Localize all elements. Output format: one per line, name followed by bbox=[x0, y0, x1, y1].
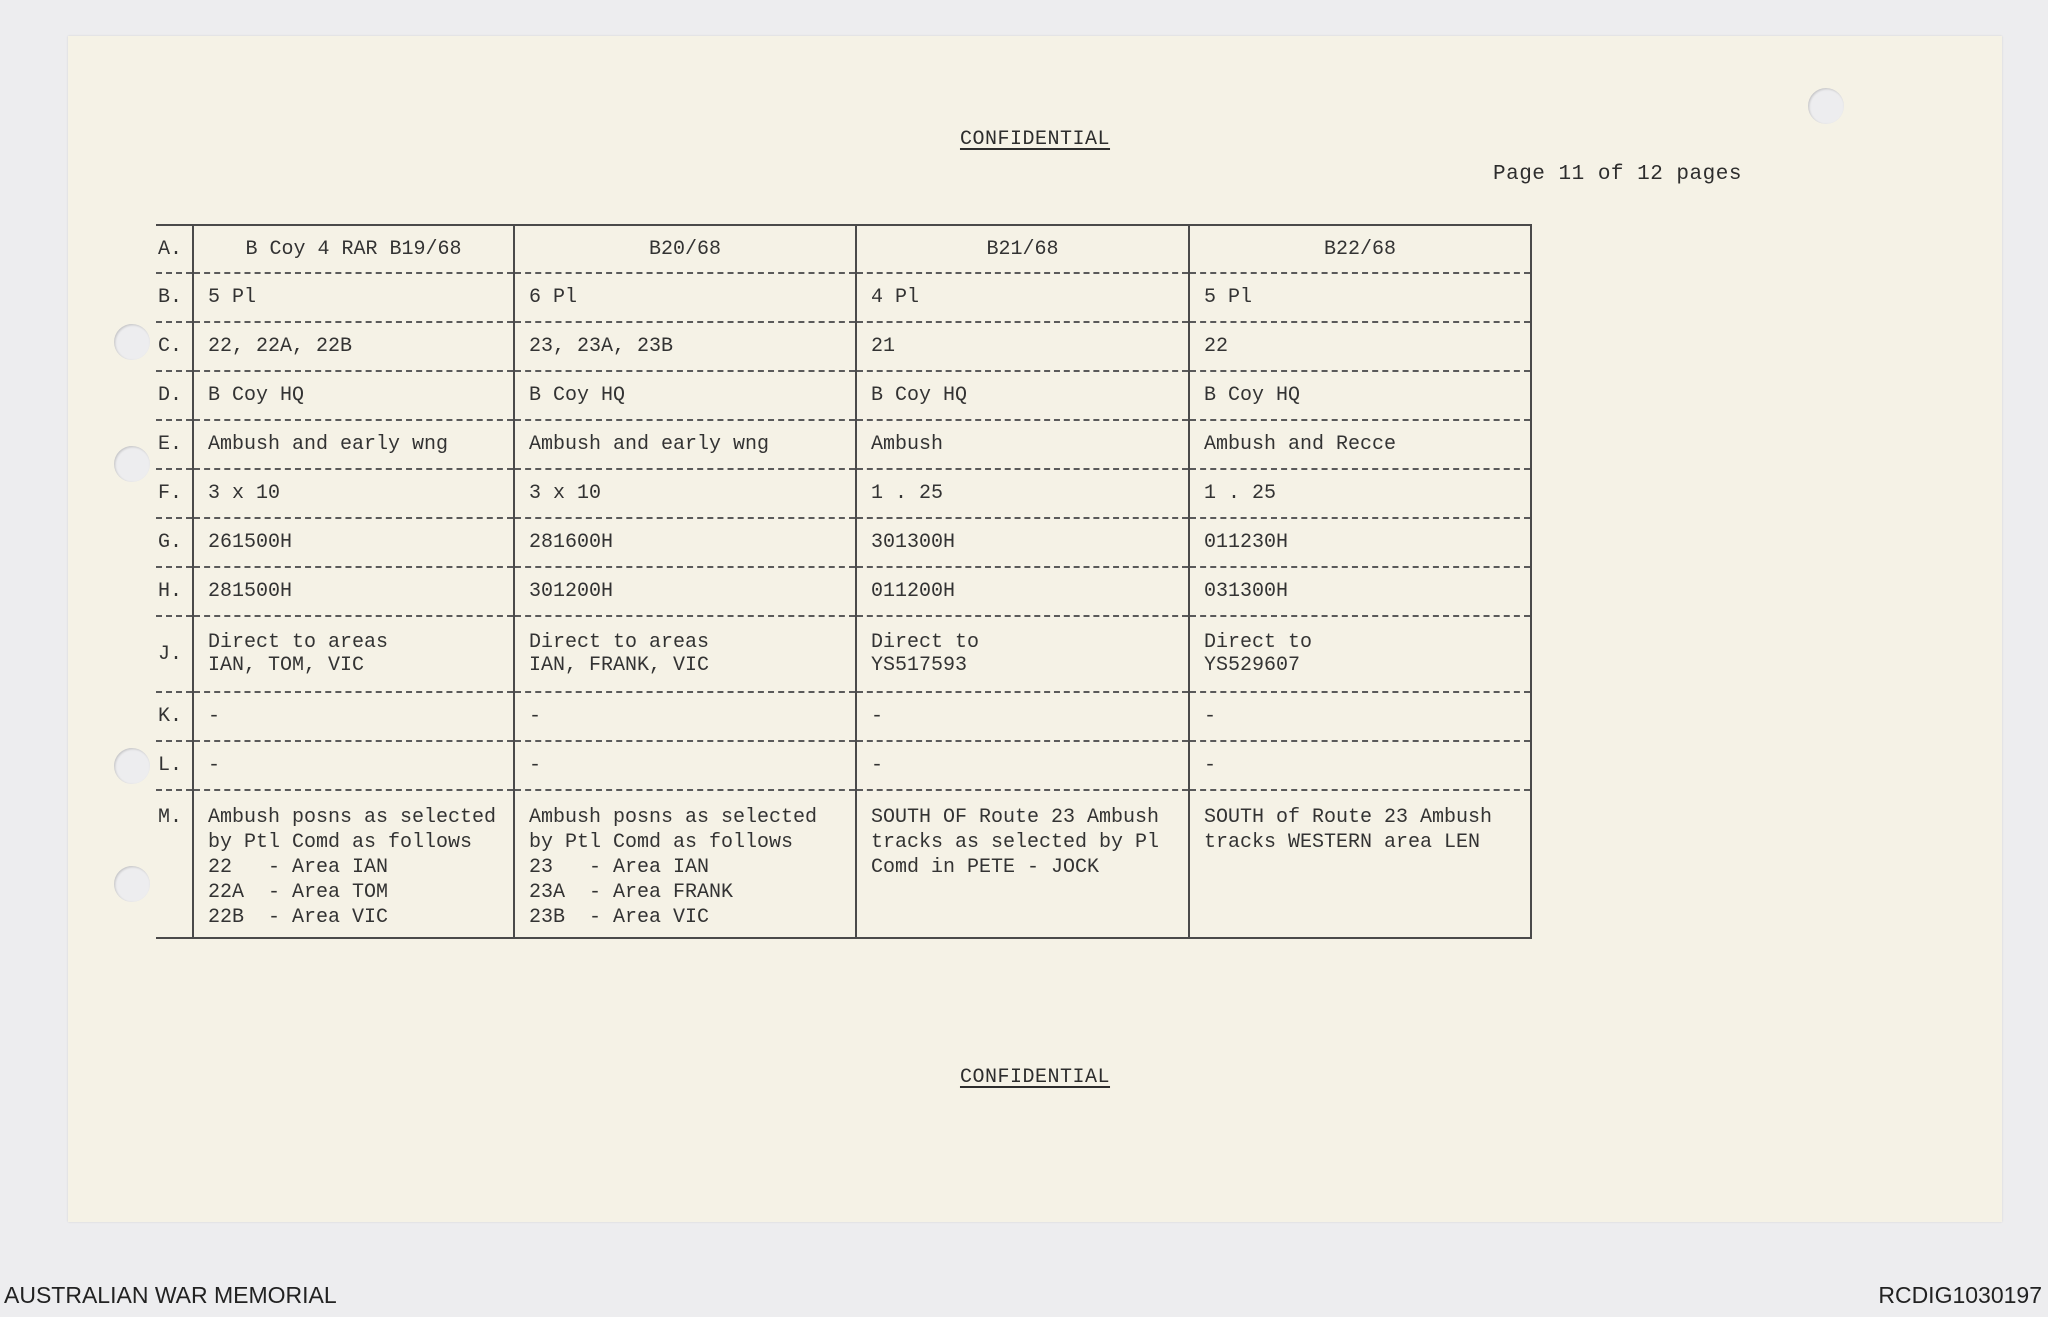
cell-line: Ambush posns as selected bbox=[208, 806, 497, 829]
cell-line: YS517593 bbox=[871, 654, 968, 677]
table-cell: B22/68 bbox=[1189, 225, 1531, 273]
table-cell bbox=[514, 790, 856, 938]
cell-line: Direct to areas bbox=[208, 631, 389, 654]
table-row bbox=[156, 469, 1531, 518]
table-cell: 22, 22A, 22B bbox=[193, 322, 514, 371]
table-cell: 301300H bbox=[856, 518, 1189, 567]
row-label: H. bbox=[156, 567, 193, 616]
table-cell: - bbox=[514, 692, 856, 741]
cell-line: SOUTH of Route 23 Ambush bbox=[1204, 806, 1493, 829]
table-cell: B Coy 4 RAR B19/68 bbox=[193, 225, 514, 273]
table-cell: 21 bbox=[856, 322, 1189, 371]
table-cell: 1 . 25 bbox=[856, 469, 1189, 518]
row-label: D. bbox=[156, 371, 193, 420]
row-label: G. bbox=[156, 518, 193, 567]
table-cell: - bbox=[1189, 741, 1531, 790]
table-cell: 011200H bbox=[856, 567, 1189, 616]
table-cell bbox=[514, 616, 856, 692]
row-label: E. bbox=[156, 420, 193, 469]
table-row bbox=[156, 741, 1531, 790]
table-cell: - bbox=[856, 741, 1189, 790]
row-label: B. bbox=[156, 273, 193, 322]
table-cell: 6 Pl bbox=[514, 273, 856, 322]
table-cell: 281500H bbox=[193, 567, 514, 616]
table-cell bbox=[1189, 790, 1531, 938]
table-row bbox=[156, 518, 1531, 567]
table-cell: 3 x 10 bbox=[514, 469, 856, 518]
row-label: A. bbox=[156, 225, 193, 273]
table-cell: - bbox=[856, 692, 1189, 741]
cell-line: by Ptl Comd as follows bbox=[208, 831, 473, 854]
cell-line: 23A - Area FRANK bbox=[529, 881, 734, 904]
row-label: M. bbox=[156, 790, 193, 938]
table-cell: B Coy HQ bbox=[514, 371, 856, 420]
row-label: L. bbox=[156, 741, 193, 790]
table-row bbox=[156, 225, 1531, 273]
table-cell: 1 . 25 bbox=[1189, 469, 1531, 518]
cell-line: by Ptl Comd as follows bbox=[529, 831, 794, 854]
classification-top: CONFIDENTIAL bbox=[959, 128, 1111, 151]
table-cell: 261500H bbox=[193, 518, 514, 567]
table-cell: B Coy HQ bbox=[856, 371, 1189, 420]
punch-hole bbox=[114, 866, 150, 902]
patrol-table bbox=[156, 224, 1532, 939]
cell-line: Direct to bbox=[1204, 631, 1313, 654]
table-cell: 301200H bbox=[514, 567, 856, 616]
document-page bbox=[68, 36, 2002, 1222]
cell-line: Direct to bbox=[871, 631, 980, 654]
cell-line: IAN, TOM, VIC bbox=[208, 654, 365, 677]
table-row bbox=[156, 371, 1531, 420]
table-cell bbox=[1189, 616, 1531, 692]
table-cell bbox=[193, 790, 514, 938]
archive-reference: RCDIG1030197 bbox=[1878, 1282, 2042, 1308]
cell-line: Ambush posns as selected bbox=[529, 806, 818, 829]
table-cell: - bbox=[193, 741, 514, 790]
table-cell: 23, 23A, 23B bbox=[514, 322, 856, 371]
table-cell: 3 x 10 bbox=[193, 469, 514, 518]
table-cell: 4 Pl bbox=[856, 273, 1189, 322]
page-indicator: Page 11 of 12 pages bbox=[1493, 163, 1742, 186]
cell-line: tracks WESTERN area LEN bbox=[1204, 831, 1481, 854]
cell-line: 22A - Area TOM bbox=[208, 881, 389, 904]
cell-line: SOUTH OF Route 23 Ambush bbox=[871, 806, 1160, 829]
table-cell bbox=[193, 616, 514, 692]
cell-line: YS529607 bbox=[1204, 654, 1301, 677]
table-cell: B20/68 bbox=[514, 225, 856, 273]
row-label: C. bbox=[156, 322, 193, 371]
cell-line: 22B - Area VIC bbox=[208, 906, 389, 929]
cell-line: 23 - Area IAN bbox=[529, 856, 710, 879]
table-cell: 5 Pl bbox=[193, 273, 514, 322]
cell-line: tracks as selected by Pl bbox=[871, 831, 1160, 854]
table-row bbox=[156, 322, 1531, 371]
table-row bbox=[156, 420, 1531, 469]
table-cell: 5 Pl bbox=[1189, 273, 1531, 322]
table-cell bbox=[856, 616, 1189, 692]
table-cell: Ambush and early wng bbox=[514, 420, 856, 469]
punch-hole bbox=[1808, 88, 1844, 124]
row-label: K. bbox=[156, 692, 193, 741]
table-cell: 281600H bbox=[514, 518, 856, 567]
table-cell: Ambush and Recce bbox=[1189, 420, 1531, 469]
row-label: J. bbox=[156, 616, 193, 692]
table-cell: - bbox=[193, 692, 514, 741]
table-cell bbox=[856, 790, 1189, 938]
table-cell: - bbox=[514, 741, 856, 790]
punch-hole bbox=[114, 324, 150, 360]
cell-line: 22 - Area IAN bbox=[208, 856, 389, 879]
table-cell: Ambush bbox=[856, 420, 1189, 469]
cell-line: 23B - Area VIC bbox=[529, 906, 710, 929]
table-cell: - bbox=[1189, 692, 1531, 741]
table-cell: 011230H bbox=[1189, 518, 1531, 567]
table-cell: Ambush and early wng bbox=[193, 420, 514, 469]
table-row bbox=[156, 616, 1531, 692]
classification-bottom: CONFIDENTIAL bbox=[959, 1066, 1111, 1089]
table-row bbox=[156, 692, 1531, 741]
archive-credit: AUSTRALIAN WAR MEMORIAL bbox=[4, 1282, 337, 1308]
table-cell: B21/68 bbox=[856, 225, 1189, 273]
table-cell: 22 bbox=[1189, 322, 1531, 371]
table-cell: 031300H bbox=[1189, 567, 1531, 616]
table-row bbox=[156, 567, 1531, 616]
cell-line: Direct to areas bbox=[529, 631, 710, 654]
table-row bbox=[156, 790, 1531, 938]
row-label: F. bbox=[156, 469, 193, 518]
punch-hole bbox=[114, 446, 150, 482]
table-cell: B Coy HQ bbox=[1189, 371, 1531, 420]
cell-line: Comd in PETE - JOCK bbox=[871, 856, 1100, 879]
table-cell: B Coy HQ bbox=[193, 371, 514, 420]
table-row bbox=[156, 273, 1531, 322]
punch-hole bbox=[114, 748, 150, 784]
cell-line: IAN, FRANK, VIC bbox=[529, 654, 710, 677]
